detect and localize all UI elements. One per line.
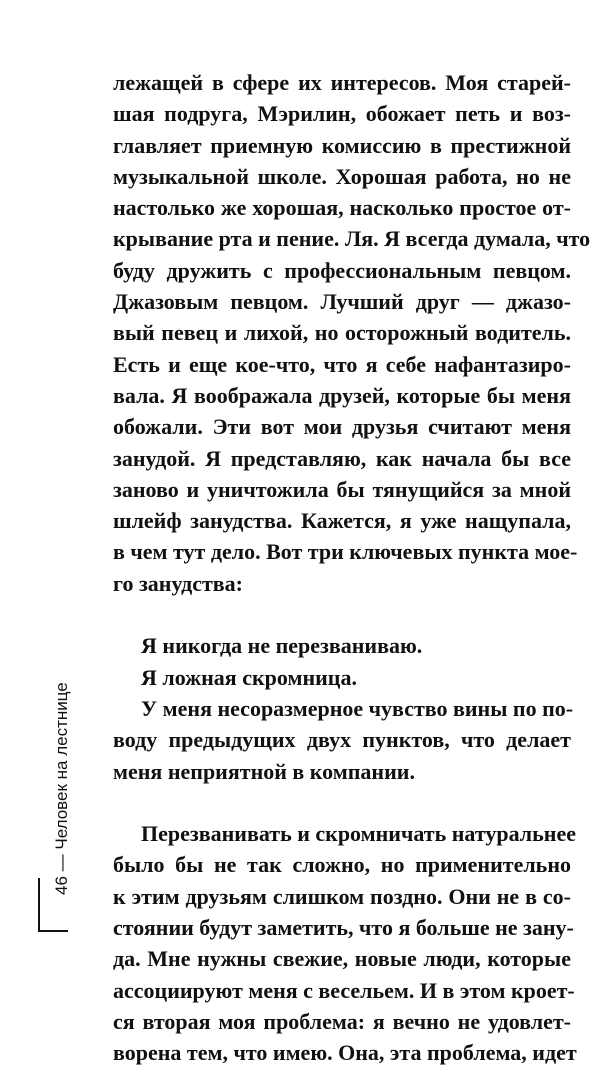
page-body-text	[113, 67, 591, 1069]
text-line: ся вторая моя проблема: я вечно не удовлет-	[113, 1008, 571, 1034]
text-line: главляет приемную комиссию в престижной	[113, 132, 571, 158]
text-line: обожали. Эти вот мои друзья считают меня	[113, 414, 571, 440]
text-line: вала. Я воображала друзей, которые бы меня	[113, 382, 571, 408]
text-line: Джазовым певцом. Лучший друг — джазо-	[113, 289, 571, 315]
text-line: настолько же хорошая, насколько простое от-	[113, 195, 571, 221]
separator: —	[52, 854, 71, 872]
text-line: стоянии будут заметить, что я больше не зану-	[113, 915, 574, 941]
text-line: шая подруга, Мэрилин, обожает петь и воз-	[113, 101, 571, 127]
paragraph-gap	[113, 787, 571, 818]
text-line: в чем тут дело. Вот три ключевых пункта мое-	[113, 539, 578, 565]
text-line: музыкальной школе. Хорошая работа, но не	[113, 163, 571, 189]
text-line: да. Мне нужны свежие, новые люди, которые	[113, 946, 571, 972]
list-item: Я никогда не перезваниваю.	[141, 633, 423, 659]
text-line: занудой. Я представляю, как начала бы все	[113, 445, 571, 471]
text-line: Перезванивать и скромничать натуральнее	[141, 821, 576, 847]
text-line: вый певец и лихой, но осторожный водитель.	[113, 320, 571, 346]
paragraph-gap	[113, 599, 571, 630]
text-line: меня неприятной в компании.	[113, 758, 415, 784]
text-line: воду предыдущих двух пунктов, что делает	[113, 727, 571, 753]
text-line: ассоциируют меня с весельем. И в этом кроет-	[113, 977, 575, 1003]
text-line: Есть и еще кое-что, что я себе нафантазиро-	[113, 351, 571, 377]
list-item: У меня несоразмерное чувство вины по по-	[141, 695, 574, 721]
text-line: го занудства:	[113, 570, 243, 596]
list-item: Я ложная скромница.	[141, 664, 357, 690]
page-number: 46	[52, 876, 71, 895]
running-footer	[52, 682, 72, 895]
text-line: было бы не так сложно, но применительно	[113, 852, 571, 878]
text-line: к этим друзьям слишком поздно. Они не в со-	[113, 883, 571, 909]
text-line: буду дружить с профессиональным певцом.	[113, 257, 571, 283]
text-line: шлейф занудства. Кажется, я уже нащупала,	[113, 508, 571, 534]
running-title: Человек на лестнице	[52, 682, 71, 850]
text-line: крывание рта и пение. Ля. Я всегда думала, что	[113, 226, 591, 252]
text-line: лежащей в сфере их интересов. Моя старей-	[113, 70, 571, 95]
text-line: ворена тем, что имею. Она, эта проблема, идет	[113, 1040, 577, 1066]
text-line: заново и уничтожила бы тянущийся за мной	[113, 476, 571, 502]
